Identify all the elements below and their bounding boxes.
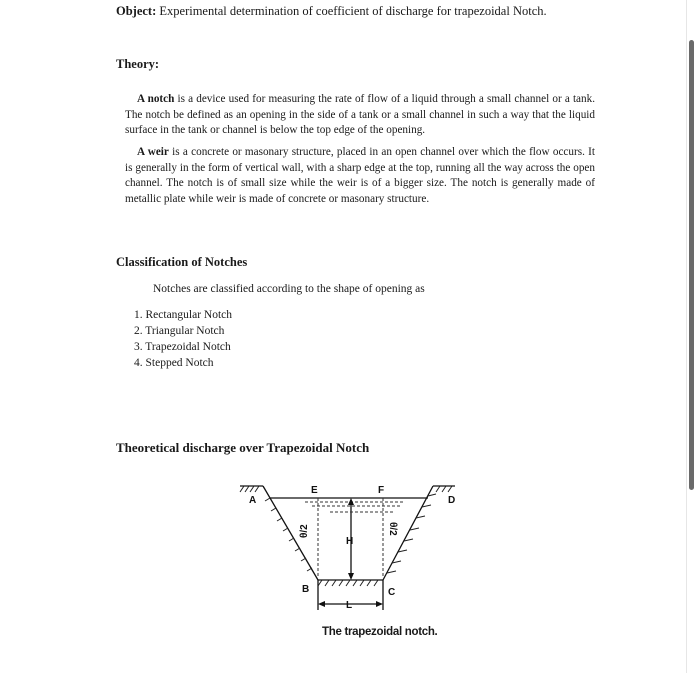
notch-text: is a device used for measuring the rate of flow of a liquid through a small channel or a tank. The notch be defined as an opening in the side of a tank or a small channel in such a way that the liquid surface in the tank or channel is below the top edge of the opening. [125,93,595,136]
label-c: C [388,587,396,598]
discharge-heading: Theoretical discharge over Trapezoidal Notch [116,440,370,455]
label-theta-right: θ/2 [387,522,398,536]
label-d: D [448,495,456,506]
label-h: H [346,536,354,547]
label-e: E [311,485,318,496]
list-item: 4. Stepped Notch [134,357,214,369]
notch-term: A notch [137,93,175,105]
object-text: Experimental determination of coefficient of discharge for trapezoidal Notch. [156,4,547,18]
theory-heading: Theory: [116,57,160,71]
label-f: F [378,485,385,496]
weir-term: A weir [137,146,169,158]
label-l: L [346,600,353,611]
list-item: 2. Triangular Notch [134,325,225,337]
weir-text: is a concrete or masonary structure, placed in an open channel over which the flow occurs. It is generally in the form of vertical wall, with a sharp edge at the top, running all the way across the open channel. The notch is of small size while the weir is of a bigger size. The notch is generally made of metallic plate while weir is made of concrete or masonary structure. [125,146,595,205]
list-item: 3. Trapezoidal Notch [134,341,231,353]
label-a: A [249,495,257,506]
label-b: B [302,584,310,595]
list-item: 1. Rectangular Notch [134,309,233,321]
figure-caption: The trapezoidal notch. [322,626,438,638]
classification-intro: Notches are classified according to the shape of opening as [153,283,425,295]
label-theta-left: θ/2 [299,524,310,538]
object-label: Object: [116,4,157,18]
classification-heading: Classification of Notches [116,255,248,269]
